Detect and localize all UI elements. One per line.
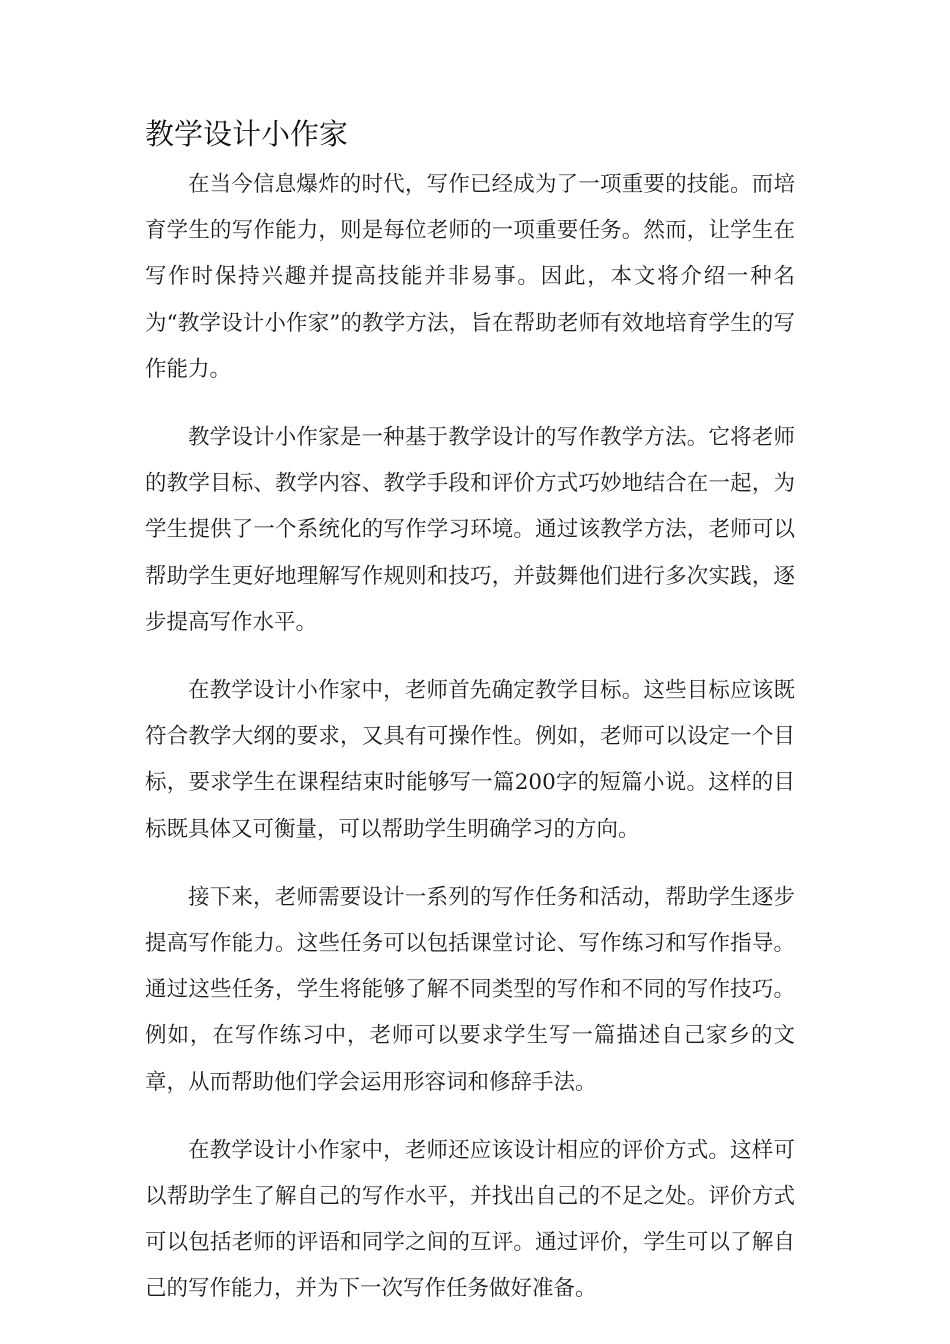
paragraph-1: 在当今信息爆炸的时代，写作已经成为了一项重要的技能。而培育学生的写作能力，则是每位老师的一项重要任务。然而，让学生在写作时保持兴趣并提高技能并非易事。因此，本文将介绍一种名为“教学设计小作家”的教学方法，旨在帮助老师有效地培育学生的写作能力。 bbox=[145, 172, 795, 382]
paragraph-3: 在教学设计小作家中，老师首先确定教学目标。这些目标应该既符合教学大纲的要求，又具有可操作性。例如，老师可以设定一个目标，要求学生在课程结束时能够写一篇200字的短篇小说。这样的目标既具体又可衡量，可以帮助学生明确学习的方向。 bbox=[145, 678, 795, 842]
document-body bbox=[145, 162, 795, 1335]
paragraph-4: 接下来，老师需要设计一系列的写作任务和活动，帮助学生逐步提高写作能力。这些任务可以包括课堂讨论、写作练习和写作指导。通过这些任务，学生将能够了解不同类型的写作和不同的写作技巧。例如，在写作练习中，老师可以要求学生写一篇描述自己家乡的文章，从而帮助他们学会运用形容词和修辞手法。 bbox=[145, 884, 795, 1095]
document-title: 教学设计小作家 bbox=[145, 117, 349, 151]
paragraph-5: 在教学设计小作家中，老师还应该设计相应的评价方式。这样可以帮助学生了解自己的写作水平，并找出自己的不足之处。评价方式可以包括老师的评语和同学之间的互评。通过评价，学生可以了解自己的写作能力，并为下一次写作任务做好准备。 bbox=[145, 1137, 795, 1302]
paragraph-2: 教学设计小作家是一种基于教学设计的写作教学方法。它将老师的教学目标、教学内容、教学手段和评价方式巧妙地结合在一起，为学生提供了一个系统化的写作学习环境。通过该教学方法，老师可以帮助学生更好地理解写作规则和技巧，并鼓舞他们进行多次实践，逐步提高写作水平。 bbox=[145, 425, 795, 635]
